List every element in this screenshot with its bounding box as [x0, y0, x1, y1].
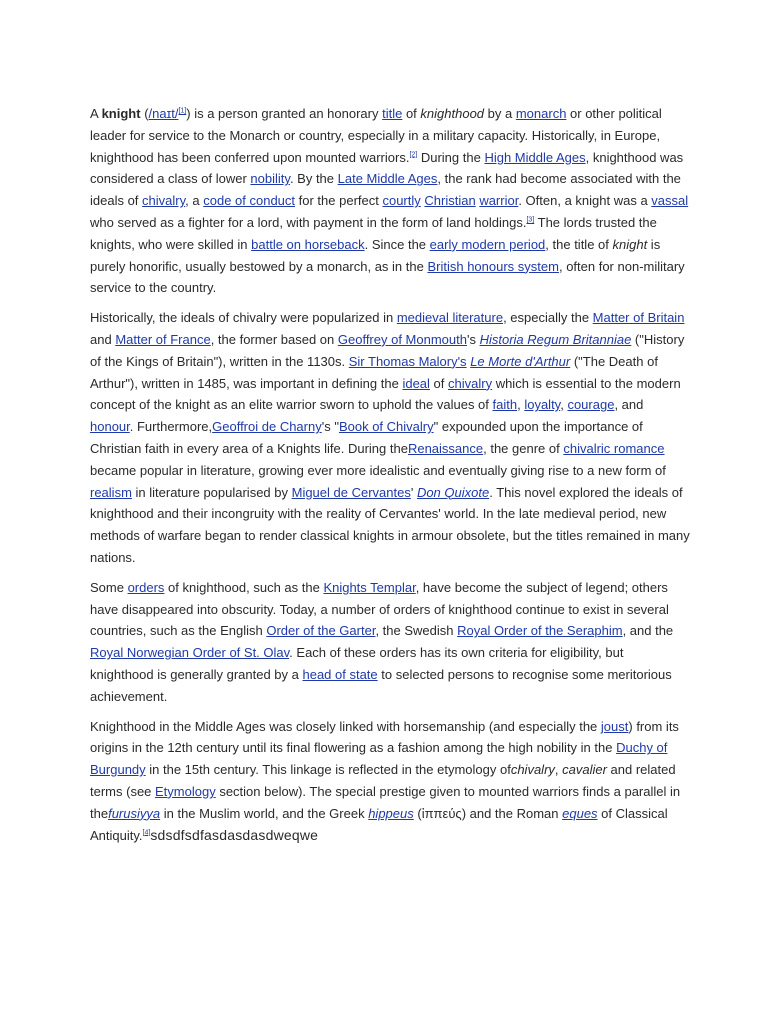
wiki-link[interactable]: title [382, 106, 403, 121]
text-run: in the 15th century. This linkage is reflected in the etymology of [145, 762, 511, 778]
text-run: Knighthood in the Middle Ages was closely linked with horsemanship (and especially the [90, 718, 601, 734]
citation-link[interactable]: [2] [409, 151, 418, 159]
text-run: , the genre of [483, 440, 564, 456]
text-run: for the perfect [295, 193, 383, 209]
text-run: ) from its origins in the 12th century until its final flowering as a fashion among the high nobility in the [90, 718, 679, 756]
text-run: Historically, the ideals of chivalry were popularized in [90, 310, 397, 326]
text-run: became popular in literature, growing ever more idealistic and eventually giving rise to a new form of [90, 462, 666, 478]
text-run: 's " [321, 419, 339, 435]
wiki-link[interactable]: hippeus [368, 805, 414, 821]
wiki-link[interactable]: Renaissance [407, 440, 484, 456]
wiki-link[interactable]: Late Middle Ages [337, 171, 438, 187]
wiki-link[interactable]: monarch [515, 106, 567, 121]
text-run: , and [614, 397, 644, 413]
wiki-link[interactable]: joust [600, 718, 629, 734]
wiki-link[interactable]: chivalric romance [563, 440, 665, 456]
text-run: and [90, 331, 116, 347]
text-run: . Since the [364, 236, 430, 252]
wiki-link[interactable]: Etymology [155, 783, 216, 799]
text-run: who served as a fighter for a lord, with payment in the form of land holdings. [90, 214, 527, 230]
text-run: of Classical Antiquity. [90, 805, 668, 843]
wiki-link[interactable]: Christian [424, 193, 476, 209]
paragraph-2 [90, 307, 690, 569]
text-run: in the Muslim world, and the Greek [160, 805, 369, 821]
text-run: cavalier [562, 762, 607, 778]
text-run: 's [466, 331, 480, 347]
text-run: of knighthood, such as the [164, 579, 324, 595]
wiki-link[interactable]: courage [567, 397, 615, 413]
text-run: . This novel explored the ideals of knighthood and their incongruity with the reality of Cervantes' world. In the late medieval period, new methods of warfare began to render classical knights in armour obsolete, but the titles remained in many nations. [90, 484, 690, 565]
text-run: , the Swedish [375, 623, 458, 639]
text-run: to selected persons to recognise some meritorious achievement. [90, 666, 672, 704]
wiki-link[interactable]: Book of Chivalry [338, 419, 434, 435]
text-run: , [517, 397, 525, 413]
wiki-link[interactable]: Matter of Britain [592, 310, 685, 326]
wiki-link[interactable]: Knights Templar [323, 579, 416, 595]
wiki-link[interactable]: courtly [382, 193, 421, 209]
text-run: and related terms (see [90, 762, 676, 799]
wiki-link[interactable]: realism [90, 484, 132, 500]
text-run: " expounded upon the importance of Christian faith in every area of a Knights life. During the [90, 419, 643, 456]
text-run: of [429, 375, 448, 391]
text-run: is purely honorific, usually bestowed by a monarch, as in the [90, 236, 661, 274]
text-run: , [554, 762, 563, 778]
text-run: ("History of the Kings of Britain"), written in the 1130s. [90, 331, 685, 369]
wiki-link[interactable]: ideal [402, 375, 430, 391]
text-run: (ἱππεύς) and the Roman [413, 805, 563, 821]
text-run: The lords trusted the knights, who were skilled in [90, 214, 657, 252]
wiki-link[interactable]: Miguel de Cervantes [291, 484, 411, 500]
text-run: by a [484, 106, 516, 121]
text-run: in literature popularised by [131, 484, 292, 500]
wiki-link[interactable]: chivalry [448, 375, 493, 391]
text-run: of [402, 106, 421, 121]
wiki-link[interactable]: Matter of France [115, 331, 211, 347]
text-run: , and the [622, 623, 674, 639]
paragraph-3 [90, 577, 690, 708]
wiki-link[interactable]: honour [90, 419, 130, 435]
text-run: , have become the subject of legend; others have disappeared into obscurity. Today, a number of orders of knighthood continue to exist in several countries, such as the English [90, 579, 669, 639]
wiki-link[interactable]: Order of the Garter [266, 623, 376, 639]
wiki-link[interactable]: Le Morte d'Arthur [470, 353, 571, 369]
text-run: ) is a person granted an honorary [186, 106, 383, 121]
wiki-link[interactable]: vassal [651, 193, 689, 209]
wiki-link[interactable]: Royal Norwegian Order of St. Olav [90, 645, 290, 661]
wiki-link[interactable]: nobility [250, 171, 290, 187]
text-run: ("The Death of Arthur"), written in 1485, was important in defining the [90, 353, 658, 391]
wiki-link[interactable]: Royal Order of the Seraphim [457, 623, 623, 639]
wiki-link[interactable]: orders [127, 579, 165, 595]
wiki-link[interactable]: Don Quixote [416, 484, 490, 500]
text-run: , the rank had become associated with the ideals of [90, 171, 681, 209]
wiki-link[interactable]: High Middle Ages [484, 149, 586, 165]
text-run: knight [612, 236, 648, 252]
wiki-link[interactable]: early modern period [429, 236, 546, 252]
text-run: which is essential to the modern concept of the knight as an elite warrior sworn to uphold the values of [90, 375, 681, 413]
text-run: , the title of [545, 236, 613, 252]
citation-link[interactable]: [1] [178, 107, 187, 115]
trailing-text: sdsdfsdfasdasdasdweqwe [150, 826, 319, 843]
text-run: chivalry [510, 762, 555, 778]
text-run: section below). The special prestige given to mounted warriors finds a parallel in the [90, 783, 681, 821]
text-run: , [560, 397, 568, 413]
wiki-link[interactable]: eques [562, 805, 598, 821]
wiki-link[interactable]: code of conduct [203, 193, 296, 209]
text-run: , knighthood was considered a class of lower [90, 149, 684, 187]
text-run: , a [185, 193, 204, 209]
wiki-link[interactable]: Historia Regum Britanniae [479, 331, 632, 347]
text-run: knight [101, 106, 141, 121]
article-body [90, 103, 690, 854]
text-run: knighthood [420, 106, 485, 121]
text-run: , the former based on [210, 331, 338, 347]
text-run: During the [417, 149, 485, 165]
text-run: A [90, 106, 102, 121]
wiki-link[interactable]: Sir Thomas Malory's [348, 353, 467, 369]
wiki-link[interactable]: furusiyya [108, 805, 161, 821]
wiki-link[interactable]: /naɪt/ [148, 106, 179, 121]
paragraph-4 [90, 716, 690, 847]
text-run: Some [90, 579, 128, 595]
wiki-link[interactable]: British honours system [427, 258, 559, 274]
wiki-link[interactable]: warrior [479, 193, 519, 209]
text-run: , especially the [503, 310, 593, 326]
text-run: or other political leader for service to the Monarch or country, especially in a military capacity. Historically, in Europe, knighthood has been conferred upon mounted warriors. [90, 106, 662, 165]
paragraph-1 [90, 103, 690, 299]
wiki-link[interactable]: chivalry [142, 193, 186, 209]
wiki-link[interactable]: Geoffrey of Monmouth [337, 331, 467, 347]
text-run: . Furthermore, [129, 419, 213, 435]
wiki-link[interactable]: head of state [302, 666, 378, 682]
text-run: . Each of these orders has its own criteria for eligibility, but knighthood is generally granted by a [90, 645, 624, 682]
text-run: . Often, a knight was a [518, 193, 652, 209]
wiki-link[interactable]: medieval literature [396, 310, 504, 326]
citation-link[interactable]: [4] [142, 829, 151, 837]
citation-link[interactable]: [3] [526, 216, 535, 224]
wiki-link[interactable]: Geoffroi de Charny [212, 419, 322, 435]
wiki-link[interactable]: Duchy of Burgundy [90, 740, 668, 778]
wiki-link[interactable]: loyalty [524, 397, 561, 413]
wiki-link[interactable]: faith [492, 397, 518, 413]
text-run: ' [410, 484, 417, 500]
wiki-link[interactable]: battle on horseback [251, 236, 365, 252]
text-run: . By the [289, 171, 338, 187]
text-run: ( [140, 106, 149, 121]
text-run: , often for non-military service to the country. [90, 258, 685, 296]
